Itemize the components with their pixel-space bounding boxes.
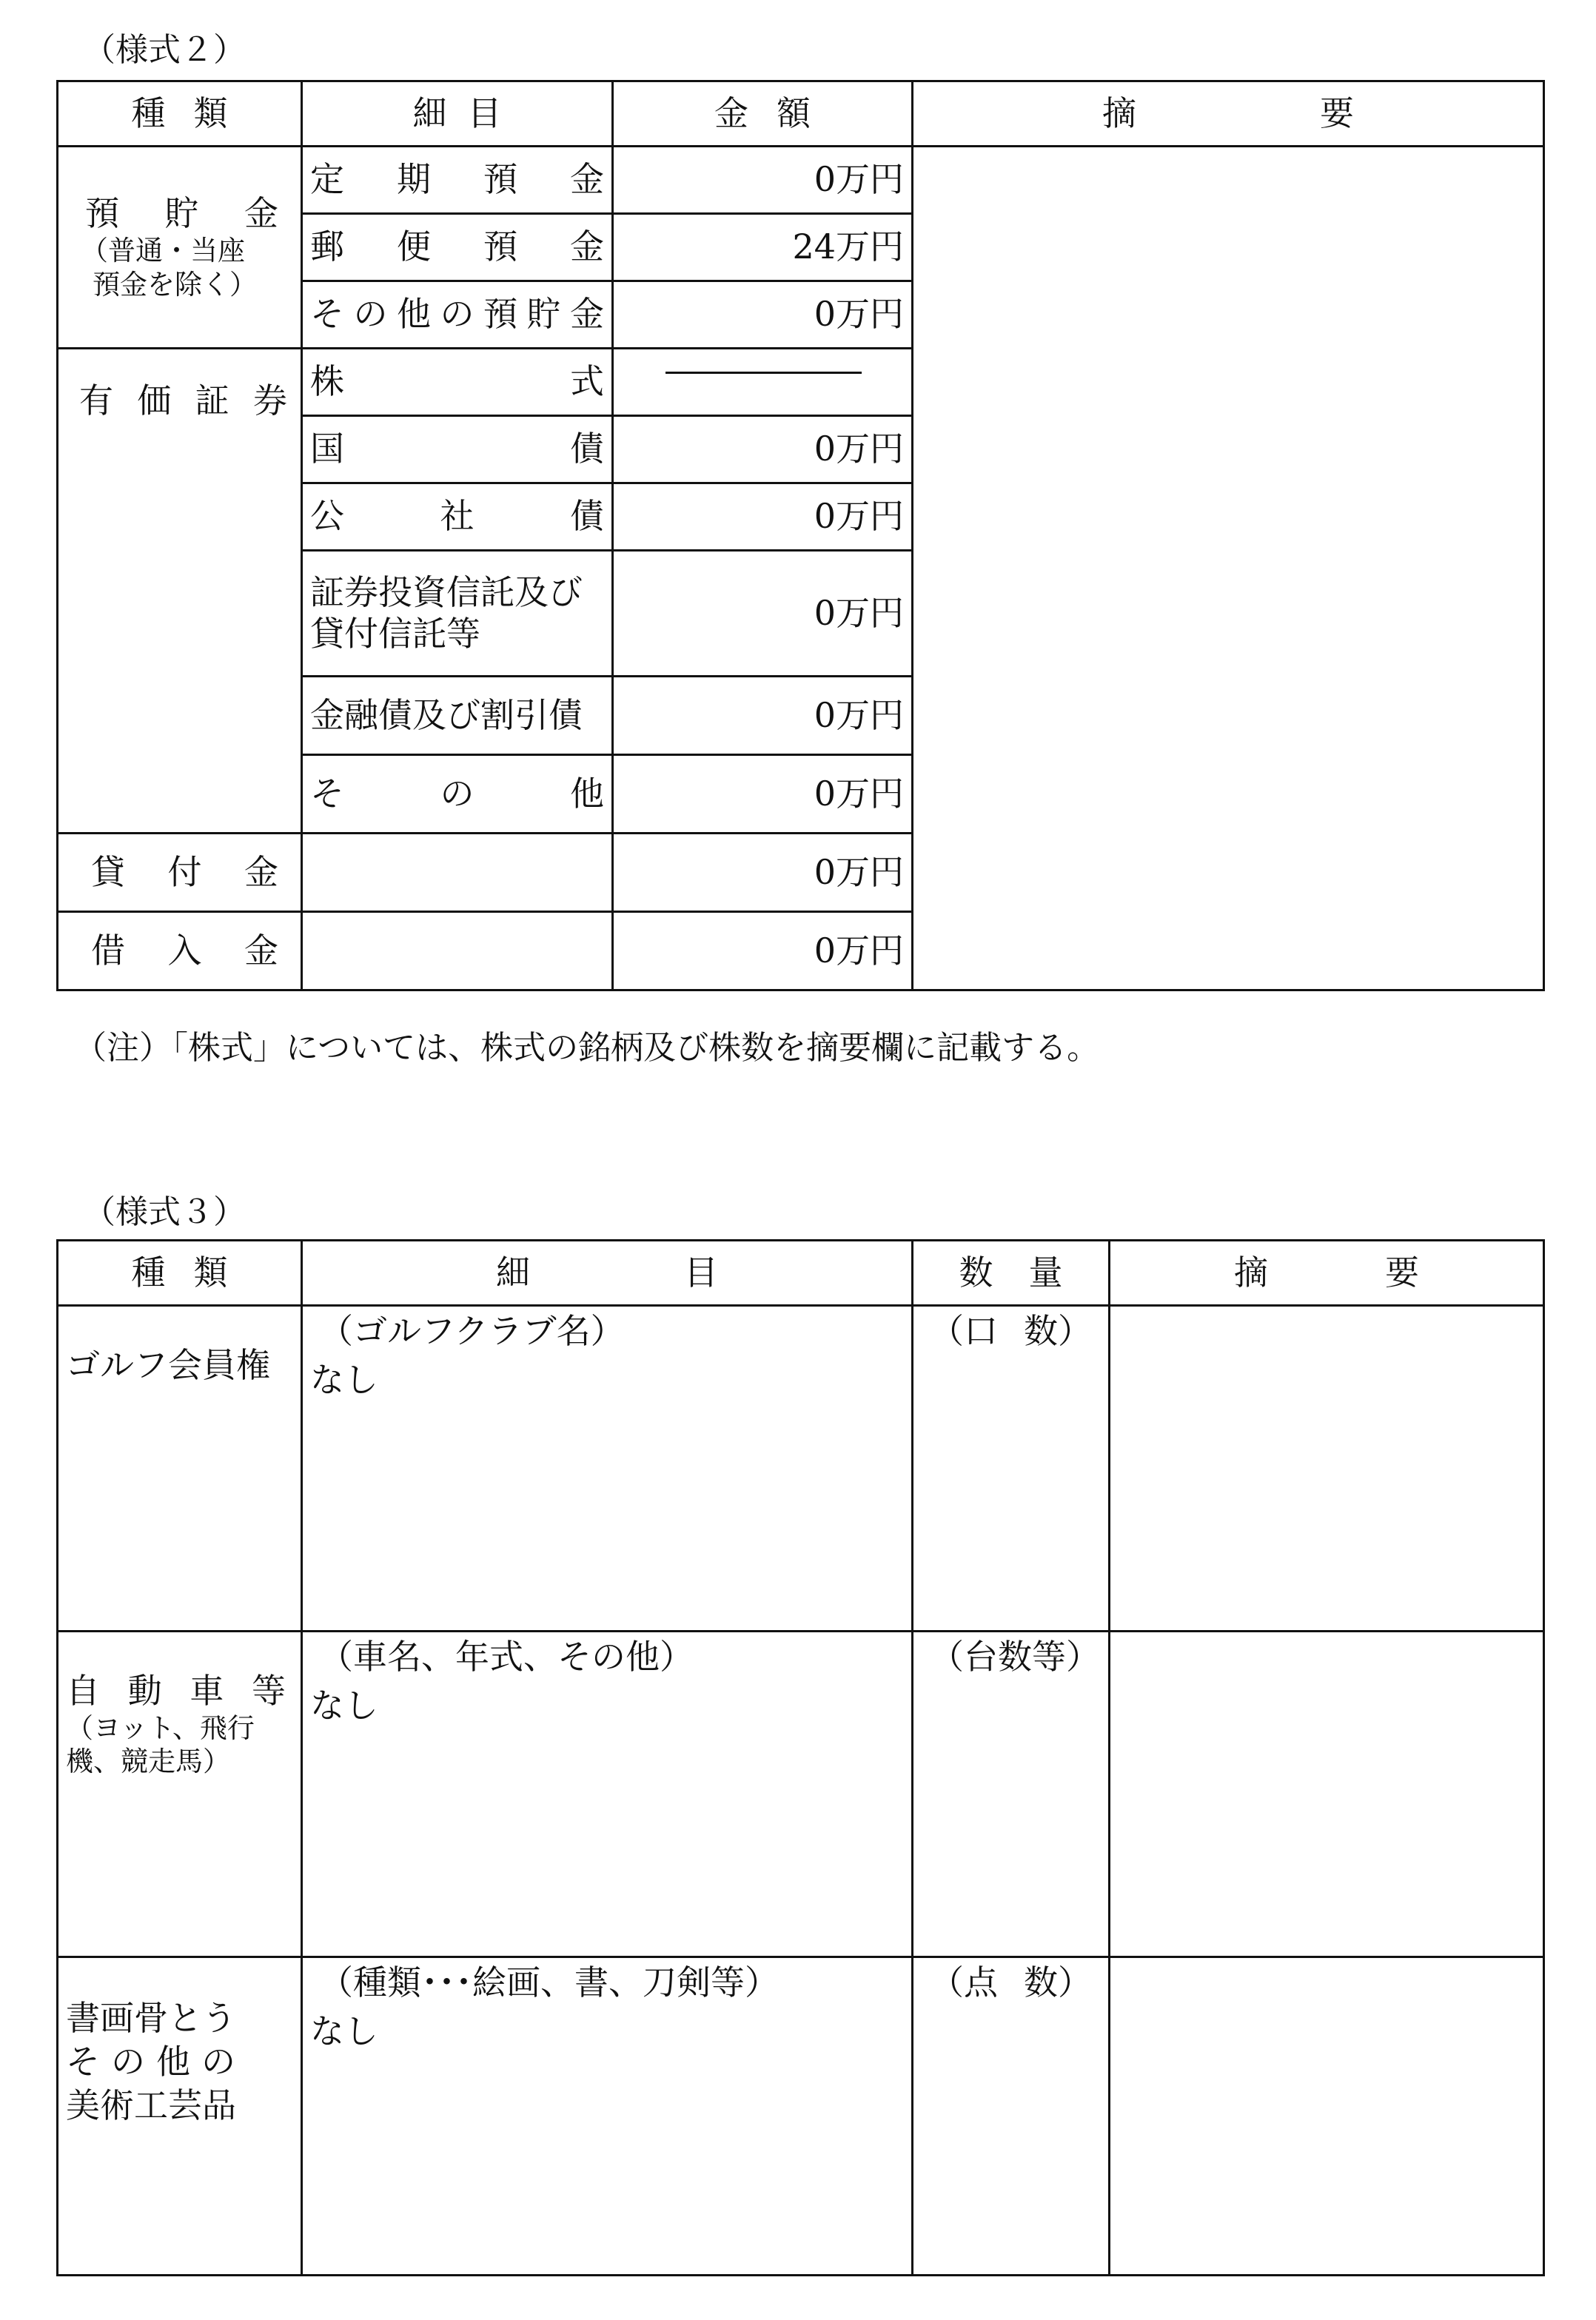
form2-deposits-sub2: 預金を除く） (93, 268, 257, 301)
form3-table (56, 1239, 1545, 2276)
form2-label: （様式２） (83, 31, 246, 69)
form3-quantity-vehicles: （台数等） (913, 1632, 1110, 1957)
form2-header-detail: 細 目 (302, 81, 613, 147)
form2-detail-stock: 株 式 (302, 349, 613, 416)
form3-category-vehicles: 自 動 車 等 （ヨット、飛行 機、競走馬） (58, 1632, 302, 1957)
form2-detail-other-deposit: そ の 他 の 預 貯 金 (302, 281, 613, 349)
form2-detail-national-bond: 国 債 (302, 416, 613, 483)
vehicles-sub2: 機、競走馬） (66, 1746, 230, 1778)
stock-amount-dash (665, 372, 862, 374)
art-detail-value: なし (310, 2011, 378, 2051)
form2-amount-loans: 0万円 (613, 834, 913, 912)
form2-header-remarks: 摘 要 (913, 81, 1544, 147)
form2-header-row (58, 81, 1544, 147)
form3-detail-art (302, 1957, 913, 2276)
form2-detail-corporate-bond: 公 社 債 (302, 483, 613, 551)
form2-amount-stock (613, 349, 913, 416)
form3-header-type: 種 類 (58, 1241, 302, 1306)
vehicles-sub1: （ヨット、飛行 (66, 1712, 255, 1745)
form2-amount-other-deposit: 0万円 (613, 281, 913, 349)
vehicles-detail-hint: （車名、年式、その他） (319, 1637, 694, 1677)
form2-amount-securities-other: 0万円 (613, 755, 913, 834)
form2-header-type: 種 類 (58, 81, 302, 147)
form2-amount-time-deposit: 0万円 (613, 147, 913, 214)
form2-row-time-deposit (58, 147, 1544, 214)
form2-remarks-cell (913, 147, 1544, 990)
form2-amount-postal-deposit: 24万円 (613, 214, 913, 281)
form3-remarks-art (1110, 1957, 1544, 2276)
form3-detail-golf (302, 1306, 913, 1632)
form3-header-quantity: 数 量 (913, 1241, 1110, 1306)
form3-header-detail: 細 目 (302, 1241, 913, 1306)
form3-remarks-golf (1110, 1306, 1544, 1632)
form3-row-golf (58, 1306, 1544, 1632)
form2-detail-borrowings (302, 912, 613, 990)
golf-detail-hint: （ゴルフクラブ名） (319, 1311, 625, 1351)
form3-header-row (58, 1241, 1544, 1306)
form2-header-amount: 金 額 (613, 81, 913, 147)
form3-category-golf: ゴルフ会員権 (58, 1306, 302, 1632)
golf-detail-value: なし (310, 1359, 378, 1400)
form2-table (56, 80, 1545, 991)
vehicles-detail-value: なし (310, 1685, 378, 1726)
form3-row-vehicles (58, 1632, 1544, 1957)
form2-detail-financial-bond: 金融債及び割引債 (302, 677, 613, 755)
form2-detail-postal-deposit: 郵 便 預 金 (302, 214, 613, 281)
form2-category-securities: 有 価 証 券 (58, 349, 302, 834)
form3-category-art: 書画骨とう そ の 他 の 美術工芸品 (58, 1957, 302, 2276)
form2-amount-corporate-bond: 0万円 (613, 483, 913, 551)
form2-detail-time-deposit: 定 期 預 金 (302, 147, 613, 214)
form2-amount-financial-bond: 0万円 (613, 677, 913, 755)
art-detail-hint: （種類･･･絵画、書、刀剣等） (319, 1962, 779, 2002)
form2-detail-securities-other: そ の 他 (302, 755, 613, 834)
form2-category-deposits: 預 貯 金 （普通・当座 預金を除く） (58, 147, 302, 349)
form3-label: （様式３） (83, 1193, 246, 1231)
form3-quantity-art: （点 数） (913, 1957, 1110, 2276)
form2-amount-national-bond: 0万円 (613, 416, 913, 483)
form2-detail-loans (302, 834, 613, 912)
form2-deposits-sub1: （普通・当座 (81, 235, 245, 267)
form2-amount-investment-trust: 0万円 (613, 551, 913, 677)
form3-remarks-vehicles (1110, 1632, 1544, 1957)
form3-detail-vehicles (302, 1632, 913, 1957)
form2-amount-borrowings: 0万円 (613, 912, 913, 990)
form2-note: （注）「株式」については、株式の銘柄及び株数を摘要欄に記載する。 (74, 1029, 1100, 1067)
form2-category-loans: 貸 付 金 (58, 834, 302, 912)
form2-detail-investment-trust: 証券投資信託及び 貸付信託等 (302, 551, 613, 677)
form2-category-borrowings: 借 入 金 (58, 912, 302, 990)
form3-row-art (58, 1957, 1544, 2276)
form3-quantity-golf: （口 数） (913, 1306, 1110, 1632)
form3-header-remarks: 摘 要 (1110, 1241, 1544, 1306)
